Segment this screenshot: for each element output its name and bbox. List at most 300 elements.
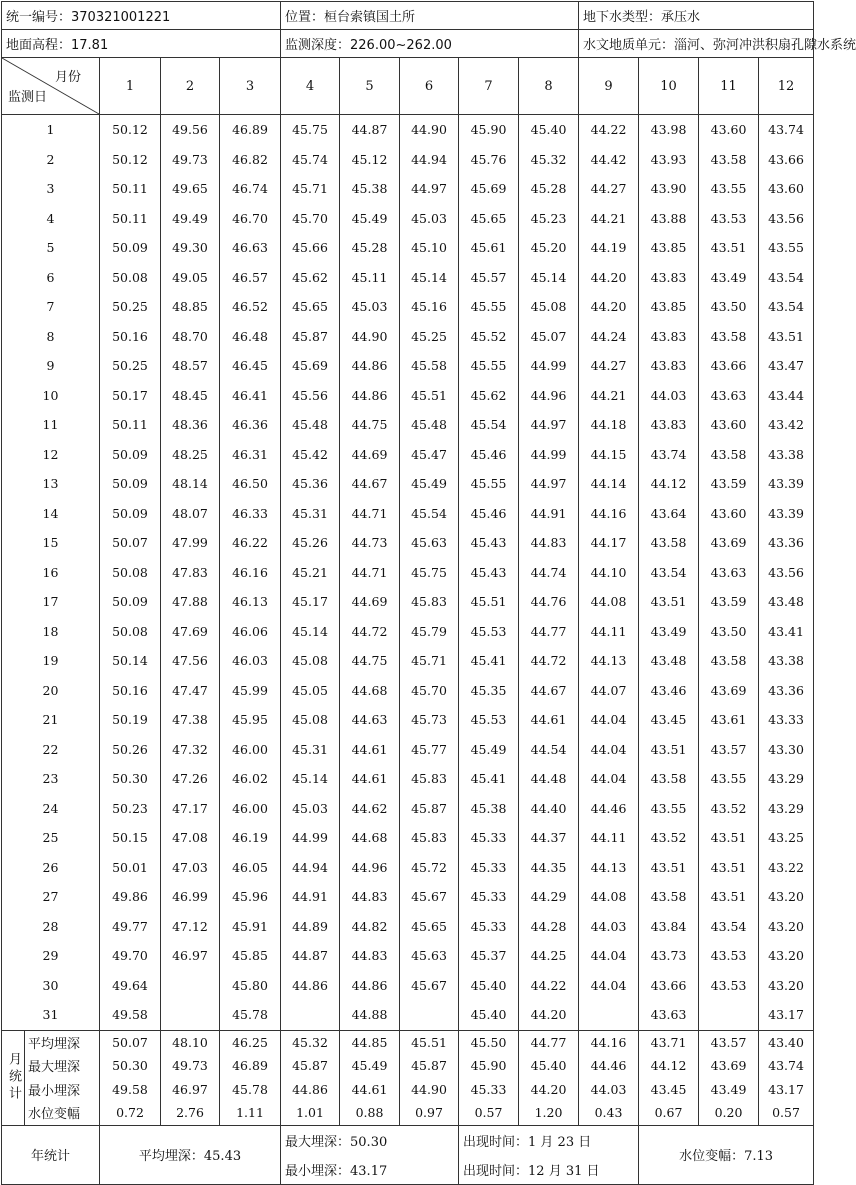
stats-value: 46.89 (220, 1054, 281, 1078)
depth-value: 46.22 (220, 528, 281, 558)
depth-value: 50.09 (100, 233, 161, 263)
table-row (2, 646, 814, 676)
table-row (2, 735, 814, 765)
depth-value: 46.48 (220, 322, 281, 352)
depth-value: 45.14 (281, 764, 340, 794)
depth-value: 45.65 (459, 204, 519, 234)
depth-value: 44.11 (579, 823, 639, 853)
depth-value: 43.49 (639, 617, 699, 647)
table-row (2, 322, 814, 352)
depth-value: 44.99 (281, 823, 340, 853)
depth-value: 44.67 (340, 469, 400, 499)
depth-value: 43.54 (759, 263, 814, 293)
stats-value: 44.61 (340, 1078, 400, 1102)
depth-value: 44.96 (519, 381, 579, 411)
depth-value: 43.52 (639, 823, 699, 853)
depth-value: 45.63 (400, 941, 459, 971)
day-label: 10 (2, 381, 100, 411)
stats-value: 44.77 (519, 1030, 579, 1054)
day-label: 18 (2, 617, 100, 647)
depth-value: 45.79 (400, 617, 459, 647)
depth-value: 47.83 (161, 558, 220, 588)
depth-value: 43.58 (699, 145, 759, 175)
day-label: 12 (2, 440, 100, 470)
day-axis-label: 监测日 (8, 90, 48, 105)
depth-value: 43.55 (639, 794, 699, 824)
depth-value: 49.56 (161, 115, 220, 145)
month-header: 11 (699, 58, 759, 115)
depth-value: 45.48 (400, 410, 459, 440)
stats-value: 1.01 (281, 1101, 340, 1125)
annual-average: 平均埋深：45.43 (100, 1125, 281, 1184)
month-header: 9 (579, 58, 639, 115)
depth-value: 43.90 (639, 174, 699, 204)
stats-value: 1.20 (519, 1101, 579, 1125)
depth-value: 45.51 (400, 381, 459, 411)
depth-value: 44.24 (579, 322, 639, 352)
stats-value: 43.49 (699, 1078, 759, 1102)
depth-value: 44.13 (579, 646, 639, 676)
depth-value: 45.28 (519, 174, 579, 204)
depth-value: 45.56 (281, 381, 340, 411)
depth-value: 45.65 (281, 292, 340, 322)
day-label: 5 (2, 233, 100, 263)
depth-value: 43.83 (639, 410, 699, 440)
month-header: 4 (281, 58, 340, 115)
depth-value: 44.99 (519, 351, 579, 381)
depth-value: 43.38 (759, 646, 814, 676)
month-header: 5 (340, 58, 400, 115)
depth-value: 45.40 (459, 1000, 519, 1030)
depth-value: 46.00 (220, 794, 281, 824)
month-axis-label: 月份 (54, 70, 81, 85)
month-header: 6 (400, 58, 459, 115)
depth-value: 45.20 (519, 233, 579, 263)
day-label: 24 (2, 794, 100, 824)
depth-value: 44.73 (340, 528, 400, 558)
depth-value: 44.72 (519, 646, 579, 676)
depth-value: 43.66 (639, 971, 699, 1001)
groundwater-table (1, 1, 856, 1185)
depth-value: 45.78 (220, 1000, 281, 1030)
depth-value: 45.32 (519, 145, 579, 175)
depth-value: 43.49 (699, 263, 759, 293)
depth-value: 48.07 (161, 499, 220, 529)
table-row (2, 617, 814, 647)
stats-value: 43.57 (699, 1030, 759, 1054)
depth-value: 44.48 (519, 764, 579, 794)
depth-value: 45.67 (400, 971, 459, 1001)
stats-value: 49.73 (161, 1054, 220, 1078)
depth-value: 43.83 (639, 351, 699, 381)
depth-value: 45.73 (400, 705, 459, 735)
depth-value: 45.05 (281, 676, 340, 706)
depth-value: 44.62 (340, 794, 400, 824)
depth-value: 43.83 (639, 322, 699, 352)
depth-value: 44.69 (340, 440, 400, 470)
table-row (2, 587, 814, 617)
stats-value: 43.71 (639, 1030, 699, 1054)
depth-value: 44.90 (400, 115, 459, 145)
depth-value: 45.58 (400, 351, 459, 381)
depth-value: 43.64 (639, 499, 699, 529)
table-row (2, 941, 814, 971)
depth-value: 44.03 (579, 912, 639, 942)
depth-value (579, 1000, 639, 1030)
depth-value: 45.31 (281, 499, 340, 529)
table-row (2, 794, 814, 824)
depth-value: 43.39 (759, 469, 814, 499)
stats-value: 44.85 (340, 1030, 400, 1054)
depth-value: 43.93 (639, 145, 699, 175)
stats-value: 49.58 (100, 1078, 161, 1102)
depth-value: 45.72 (400, 853, 459, 883)
stats-value: 2.76 (161, 1101, 220, 1125)
depth-value: 50.11 (100, 410, 161, 440)
stats-value: 0.88 (340, 1101, 400, 1125)
depth-value: 49.05 (161, 263, 220, 293)
depth-value: 44.40 (519, 794, 579, 824)
depth-value: 44.89 (281, 912, 340, 942)
depth-value: 45.66 (281, 233, 340, 263)
depth-value: 45.14 (400, 263, 459, 293)
stats-value: 45.87 (281, 1054, 340, 1078)
depth-value: 45.40 (519, 115, 579, 145)
stats-value: 50.07 (100, 1030, 161, 1054)
depth-value: 44.15 (579, 440, 639, 470)
groundwater-type: 地下水类型：承压水 (579, 2, 814, 30)
depth-value: 43.51 (699, 882, 759, 912)
stats-value: 45.87 (400, 1054, 459, 1078)
depth-value: 45.07 (519, 322, 579, 352)
depth-value: 43.51 (699, 823, 759, 853)
depth-value: 45.14 (519, 263, 579, 293)
depth-value: 50.09 (100, 440, 161, 470)
table-row (2, 469, 814, 499)
depth-value: 45.57 (459, 263, 519, 293)
depth-value: 44.86 (340, 381, 400, 411)
depth-value: 46.36 (220, 410, 281, 440)
depth-value: 50.15 (100, 823, 161, 853)
depth-value: 43.51 (639, 853, 699, 883)
depth-value: 43.39 (759, 499, 814, 529)
depth-value: 44.61 (519, 705, 579, 735)
depth-value: 43.58 (699, 440, 759, 470)
depth-value: 43.30 (759, 735, 814, 765)
depth-value: 46.57 (220, 263, 281, 293)
depth-value: 45.52 (459, 322, 519, 352)
depth-value: 49.49 (161, 204, 220, 234)
depth-value: 43.44 (759, 381, 814, 411)
depth-value: 45.87 (281, 322, 340, 352)
depth-value: 43.58 (639, 528, 699, 558)
depth-value: 44.27 (579, 174, 639, 204)
depth-value: 46.97 (161, 941, 220, 971)
depth-value: 47.12 (161, 912, 220, 942)
depth-value: 49.86 (100, 882, 161, 912)
depth-value: 48.14 (161, 469, 220, 499)
table-row (2, 558, 814, 588)
depth-value: 43.58 (639, 764, 699, 794)
depth-value: 44.96 (340, 853, 400, 883)
depth-value: 45.25 (400, 322, 459, 352)
month-header: 3 (220, 58, 281, 115)
depth-value: 44.04 (579, 705, 639, 735)
depth-value: 43.98 (639, 115, 699, 145)
table-row (2, 853, 814, 883)
depth-value: 44.94 (281, 853, 340, 883)
depth-value: 50.25 (100, 292, 161, 322)
depth-value: 44.68 (340, 823, 400, 853)
depth-value: 46.06 (220, 617, 281, 647)
depth-value: 45.38 (340, 174, 400, 204)
depth-value: 43.58 (699, 322, 759, 352)
depth-value: 45.71 (400, 646, 459, 676)
day-label: 31 (2, 1000, 100, 1030)
depth-value: 49.30 (161, 233, 220, 263)
depth-value: 43.53 (699, 971, 759, 1001)
depth-value: 44.17 (579, 528, 639, 558)
depth-value: 45.49 (400, 469, 459, 499)
hydro-geologic-unit: 水文地质单元：淄河、弥河冲洪积扇孔隙水系统 (579, 30, 814, 58)
depth-value: 43.55 (699, 764, 759, 794)
depth-value: 45.90 (459, 115, 519, 145)
depth-value: 43.17 (759, 1000, 814, 1030)
depth-value: 43.66 (699, 351, 759, 381)
month-header: 10 (639, 58, 699, 115)
depth-value: 45.23 (519, 204, 579, 234)
day-label: 8 (2, 322, 100, 352)
depth-value: 43.41 (759, 617, 814, 647)
stats-value: 44.20 (519, 1078, 579, 1102)
table-row (2, 676, 814, 706)
monitor-depth: 监测深度：226.00~262.00 (281, 30, 579, 58)
depth-value: 45.12 (340, 145, 400, 175)
annual-range: 水位变幅：7.13 (639, 1125, 814, 1184)
depth-value: 43.69 (699, 528, 759, 558)
depth-value: 45.49 (459, 735, 519, 765)
depth-value: 46.13 (220, 587, 281, 617)
stats-value: 45.32 (281, 1030, 340, 1054)
depth-value: 44.22 (579, 115, 639, 145)
depth-value: 47.26 (161, 764, 220, 794)
depth-value: 43.53 (699, 941, 759, 971)
depth-value: 45.83 (400, 764, 459, 794)
table-row (2, 410, 814, 440)
depth-value: 46.70 (220, 204, 281, 234)
depth-value: 45.03 (281, 794, 340, 824)
depth-value: 44.28 (519, 912, 579, 942)
annual-min-time: 出现时间：12 月 31 日 (459, 1155, 639, 1185)
stats-value: 50.30 (100, 1054, 161, 1078)
depth-value: 46.41 (220, 381, 281, 411)
day-label: 14 (2, 499, 100, 529)
depth-value: 45.03 (340, 292, 400, 322)
stats-value: 45.50 (459, 1030, 519, 1054)
depth-value: 50.11 (100, 174, 161, 204)
day-label: 2 (2, 145, 100, 175)
depth-value: 45.08 (281, 646, 340, 676)
day-label: 6 (2, 263, 100, 293)
depth-value: 43.33 (759, 705, 814, 735)
depth-value: 46.45 (220, 351, 281, 381)
depth-value: 43.48 (759, 587, 814, 617)
stats-value: 44.16 (579, 1030, 639, 1054)
table-row (2, 145, 814, 175)
depth-value: 45.43 (459, 528, 519, 558)
stats-value: 45.49 (340, 1054, 400, 1078)
depth-value: 43.56 (759, 204, 814, 234)
stats-row (2, 1030, 814, 1054)
depth-value: 43.69 (699, 676, 759, 706)
stats-value: 44.90 (400, 1078, 459, 1102)
depth-value: 45.46 (459, 440, 519, 470)
depth-value: 45.75 (281, 115, 340, 145)
depth-value: 44.99 (519, 440, 579, 470)
depth-value: 44.87 (281, 941, 340, 971)
depth-value: 46.19 (220, 823, 281, 853)
depth-value: 44.27 (579, 351, 639, 381)
depth-value: 44.46 (579, 794, 639, 824)
depth-value: 47.99 (161, 528, 220, 558)
depth-value: 45.33 (459, 823, 519, 853)
depth-value: 43.50 (699, 292, 759, 322)
stats-value: 0.72 (100, 1101, 161, 1125)
stats-value: 45.51 (400, 1030, 459, 1054)
depth-value: 45.51 (459, 587, 519, 617)
depth-value: 45.76 (459, 145, 519, 175)
depth-value: 44.90 (340, 322, 400, 352)
depth-value: 43.54 (699, 912, 759, 942)
stats-value: 0.97 (400, 1101, 459, 1125)
depth-value: 44.21 (579, 204, 639, 234)
stats-value: 43.69 (699, 1054, 759, 1078)
depth-value: 44.68 (340, 676, 400, 706)
depth-value: 43.85 (639, 292, 699, 322)
depth-value: 45.85 (220, 941, 281, 971)
depth-value: 44.82 (340, 912, 400, 942)
depth-value: 45.70 (400, 676, 459, 706)
depth-value: 44.86 (340, 971, 400, 1001)
depth-value: 48.25 (161, 440, 220, 470)
depth-value: 49.58 (100, 1000, 161, 1030)
month-header: 1 (100, 58, 161, 115)
depth-value: 45.28 (340, 233, 400, 263)
month-header-row (2, 58, 814, 115)
depth-value: 50.08 (100, 263, 161, 293)
depth-value: 45.14 (281, 617, 340, 647)
depth-value: 45.21 (281, 558, 340, 588)
depth-value: 43.61 (699, 705, 759, 735)
depth-value: 43.83 (639, 263, 699, 293)
month-header: 7 (459, 58, 519, 115)
depth-value: 45.95 (220, 705, 281, 735)
depth-value: 50.16 (100, 676, 161, 706)
depth-value: 43.88 (639, 204, 699, 234)
annual-min: 最小埋深：43.17 (281, 1155, 459, 1185)
day-label: 16 (2, 558, 100, 588)
depth-value: 44.04 (579, 735, 639, 765)
depth-value: 45.08 (519, 292, 579, 322)
depth-value: 43.57 (699, 735, 759, 765)
depth-value (161, 971, 220, 1001)
stats-value: 43.17 (759, 1078, 814, 1102)
depth-value: 43.20 (759, 882, 814, 912)
depth-value: 43.51 (639, 735, 699, 765)
depth-value: 46.02 (220, 764, 281, 794)
depth-value: 48.70 (161, 322, 220, 352)
depth-value: 43.51 (699, 853, 759, 883)
depth-value: 44.20 (579, 263, 639, 293)
depth-value: 50.12 (100, 115, 161, 145)
depth-value: 45.83 (400, 823, 459, 853)
day-label: 7 (2, 292, 100, 322)
depth-value: 44.20 (519, 1000, 579, 1030)
day-label: 28 (2, 912, 100, 942)
depth-value: 47.08 (161, 823, 220, 853)
depth-value: 43.52 (699, 794, 759, 824)
day-label: 9 (2, 351, 100, 381)
stats-row (2, 1078, 814, 1102)
day-label: 13 (2, 469, 100, 499)
table-row (2, 823, 814, 853)
depth-value: 43.20 (759, 971, 814, 1001)
depth-value: 49.77 (100, 912, 161, 942)
depth-value: 43.46 (639, 676, 699, 706)
day-label: 11 (2, 410, 100, 440)
depth-value: 43.55 (699, 174, 759, 204)
depth-value: 45.03 (400, 204, 459, 234)
depth-value: 47.88 (161, 587, 220, 617)
month-header: 8 (519, 58, 579, 115)
stats-value: 43.45 (639, 1078, 699, 1102)
depth-value: 44.08 (579, 587, 639, 617)
depth-value (161, 1000, 220, 1030)
depth-value: 44.12 (639, 469, 699, 499)
stats-group-label: 月统计 (6, 1052, 21, 1103)
table-row (2, 292, 814, 322)
depth-value: 43.29 (759, 764, 814, 794)
depth-value: 45.55 (459, 292, 519, 322)
stats-value: 0.57 (459, 1101, 519, 1125)
depth-value: 47.03 (161, 853, 220, 883)
depth-value: 44.97 (400, 174, 459, 204)
stats-value: 45.33 (459, 1078, 519, 1102)
depth-value: 44.04 (579, 764, 639, 794)
depth-value: 45.53 (459, 617, 519, 647)
annual-row (2, 1125, 814, 1155)
depth-value: 44.13 (579, 853, 639, 883)
depth-value: 44.22 (519, 971, 579, 1001)
stats-value: 48.10 (161, 1030, 220, 1054)
depth-value: 45.33 (459, 882, 519, 912)
header-row-2 (2, 30, 814, 58)
depth-value: 45.54 (400, 499, 459, 529)
table-row (2, 1000, 814, 1030)
depth-value: 44.37 (519, 823, 579, 853)
depth-value: 46.99 (161, 882, 220, 912)
table-row (2, 440, 814, 470)
annual-label: 年统计 (2, 1125, 100, 1184)
depth-value: 45.67 (400, 882, 459, 912)
depth-value: 43.73 (639, 941, 699, 971)
depth-value: 44.11 (579, 617, 639, 647)
depth-value: 48.45 (161, 381, 220, 411)
depth-value: 45.69 (281, 351, 340, 381)
depth-value: 44.14 (579, 469, 639, 499)
day-label: 19 (2, 646, 100, 676)
depth-value: 44.04 (579, 971, 639, 1001)
